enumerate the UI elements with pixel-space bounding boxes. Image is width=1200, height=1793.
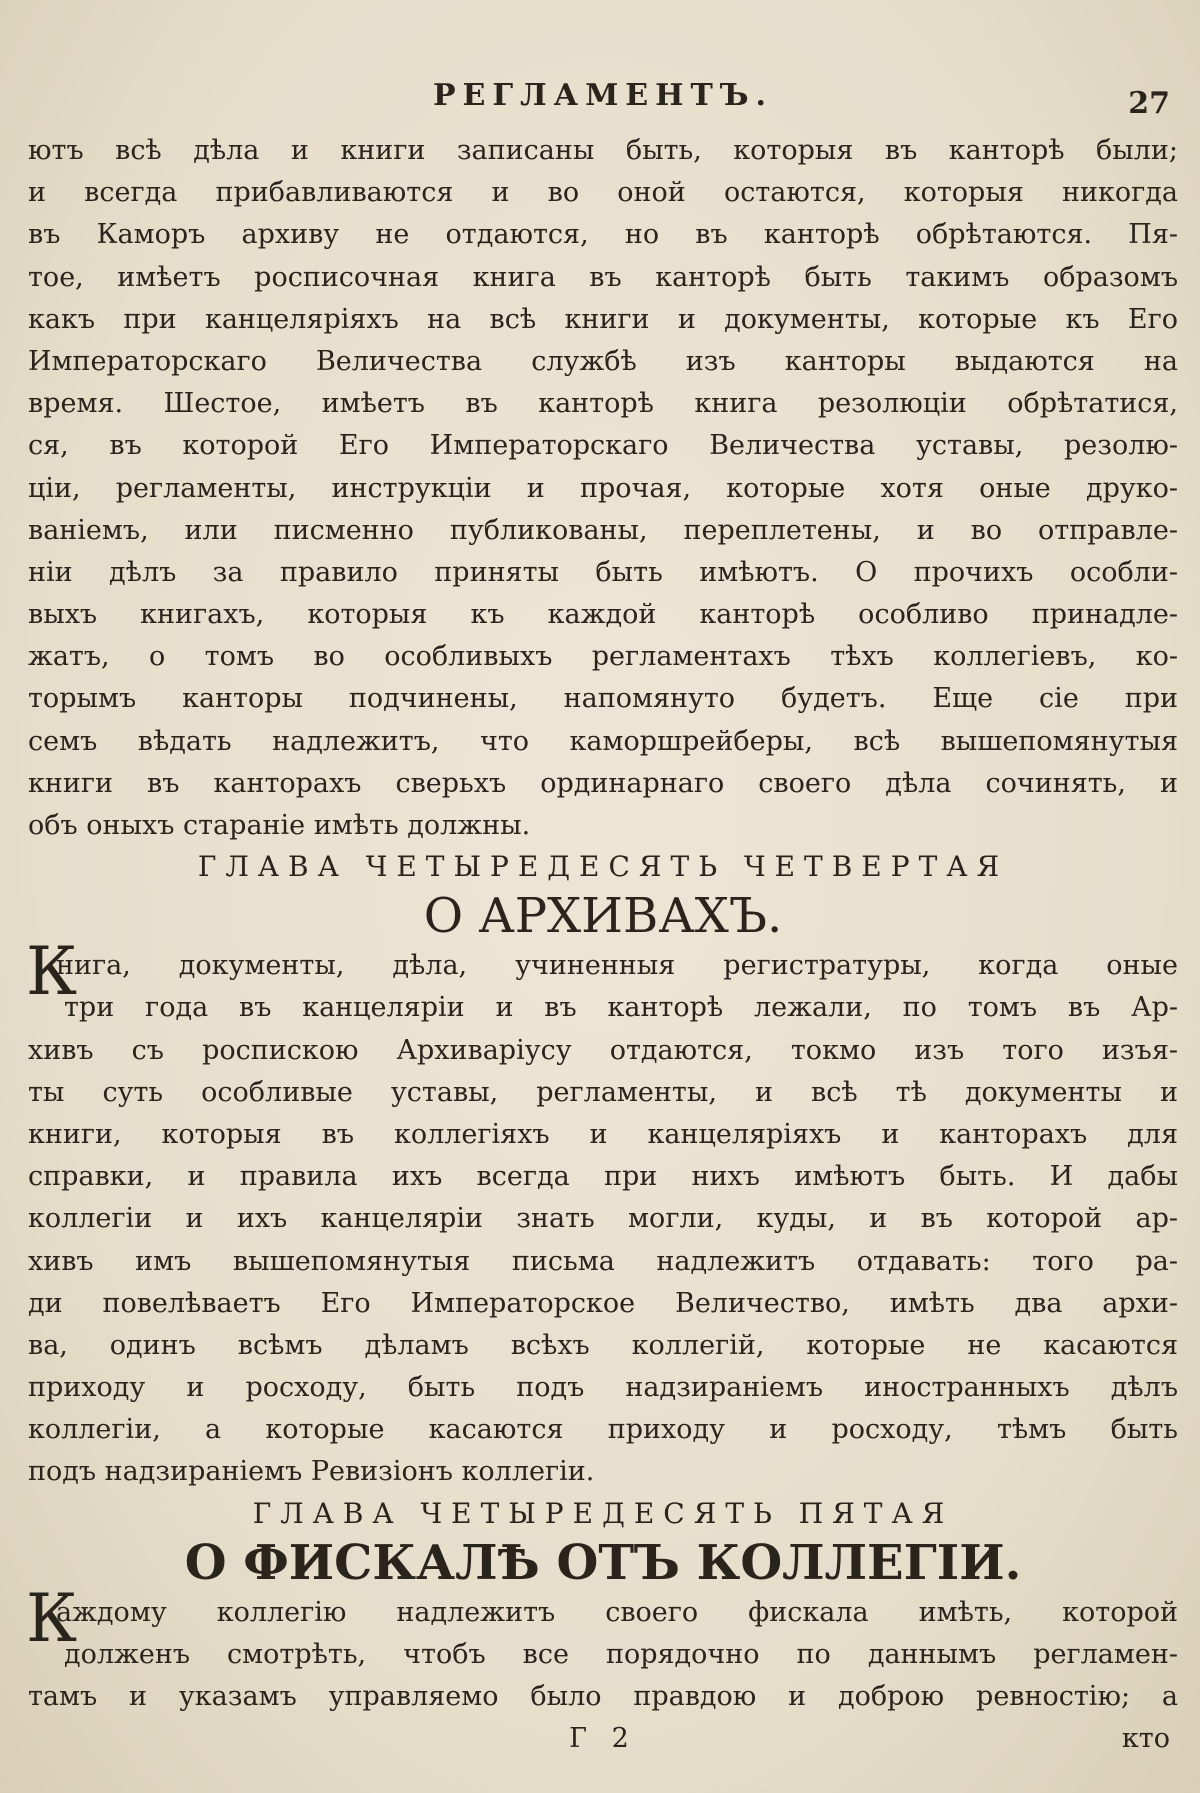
text-line: тое, имѣетъ росписочная книга въ канторѣ быть такимъ образомъ [28, 261, 1178, 293]
text-line: справки, и правила ихъ всегда при нихъ имѣютъ быть. И дабы [28, 1161, 1178, 1193]
chapter-45 [28, 1494, 1178, 1719]
text-line: тамъ и указамъ управляемо было правдою и доброю ревностію; а [28, 1681, 1178, 1712]
chapter-label: ГЛАВА ЧЕТЫРЕДЕСЯТЬ ПЯТАЯ [252, 1496, 954, 1530]
text-line: книги въ канторахъ сверьхъ ординарнаго своего дѣла сочинять, и [28, 767, 1178, 799]
text-line: объ оныхъ стараніе имѣть должны. [28, 810, 531, 841]
text-line: приходу и росходу, быть подъ надзираніемъ иностранныхъ дѣлъ [28, 1372, 1178, 1404]
chapter-title: О ФИСКАЛѢ ОТЪ КОЛЛЕГІИ. [184, 1534, 1022, 1591]
chapter-paragraph [26, 933, 1178, 1493]
text-line: какъ при канцеляріяхъ на всѣ книги и документы, которые къ Его [28, 303, 1178, 335]
catchword: кто [1121, 1723, 1170, 1755]
drop-cap: К [26, 1579, 78, 1657]
text-line: время. Шестое, имѣетъ въ канторѣ книга резолюціи обрѣтатися, [28, 388, 1178, 420]
text-line: ва, одинъ всѣмъ дѣламъ всѣхъ коллегій, которые не касаются [28, 1329, 1178, 1361]
text-line: выхъ книгахъ, которыя къ каждой канторѣ особливо принадле- [28, 599, 1178, 631]
text-line: коллегіи, а которые касаются приходу и росходу, тѣмъ быть [28, 1414, 1178, 1446]
text-line: книги, которыя въ коллегіяхъ и канцеляріяхъ и канторахъ для [28, 1118, 1178, 1150]
page-footer [28, 1718, 1178, 1760]
section-continuation [28, 130, 1178, 847]
text-line: коллегіи и ихъ канцеляріи знать могли, куды, и въ которой ар- [28, 1203, 1178, 1235]
text-line: ціи, регламенты, инструкціи и прочая, которые хотя оные друко- [28, 472, 1178, 504]
page-header [28, 78, 1178, 130]
running-title: РЕГЛАМЕНТЪ. [433, 78, 773, 113]
text-line: ютъ всѣ дѣла и книги записаны быть, которыя въ канторѣ были; [28, 135, 1178, 166]
chapter-label: ГЛАВА ЧЕТЫРЕДЕСЯТЬ ЧЕТВЕРТАЯ [197, 850, 1009, 884]
text-line: въ Каморъ архиву не отдаются, но въ канторѣ обрѣтаются. Пя- [28, 219, 1178, 251]
text-line: семъ вѣдать надлежитъ, что каморшрейберы, всѣ вышепомянутыя [28, 725, 1178, 757]
text-line: подъ надзираніемъ Ревизіонъ коллегіи. [28, 1456, 595, 1488]
text-line: ніи дѣлъ за правило приняты быть имѣютъ. О прочихъ особли- [28, 556, 1178, 588]
chapter-title: О АРХИВАХЪ. [423, 888, 783, 945]
text-line: хивъ съ роспискою Архиваріусу отдаются, токмо изъ того изъя- [28, 1034, 1178, 1066]
text-line: аждому коллегію надлежитъ своего фискала имѣть, которой [56, 1596, 1178, 1628]
text-line: Императорскаго Величества службѣ изъ канторы выдаются на [28, 345, 1178, 377]
drop-cap: К [26, 933, 78, 1011]
text-line: ди повелѣваетъ Его Императорское Величество, имѣть два архи- [28, 1287, 1178, 1319]
text-line: ся, въ которой Его Императорскаго Величества уставы, резолю- [28, 430, 1178, 462]
text-line: и всегда прибавливаются и во оной остаются, которыя никогда [28, 177, 1178, 209]
text-line: три года въ канцеляріи и въ канторѣ лежали, по томъ въ Ар- [64, 992, 1178, 1024]
text-line: торымъ канторы подчинены, напомянуто будетъ. Еще сіе при [28, 683, 1178, 715]
text-line: жатъ, о томъ во особливыхъ регламентахъ тѣхъ коллегіевъ, ко- [28, 641, 1178, 673]
chapter-44 [28, 847, 1178, 1493]
text-line: долженъ смотрѣть, чтобъ все порядочно по даннымъ регламен- [64, 1638, 1178, 1670]
text-line: ты суть особливые уставы, регламенты, и всѣ тѣ документы и [28, 1076, 1178, 1108]
text-line: хивъ имъ вышепомянутыя письма надлежитъ отдавать: того ра- [28, 1245, 1178, 1277]
chapter-paragraph [26, 1579, 1178, 1719]
text-line: ваніемъ, или писменно публикованы, переплетены, и во отправле- [28, 514, 1178, 546]
signature-mark: Г 2 [569, 1723, 637, 1755]
page-number: 27 [1128, 86, 1170, 121]
text-line: нига, документы, дѣла, учиненныя регистратуры, когда оные [56, 950, 1178, 982]
